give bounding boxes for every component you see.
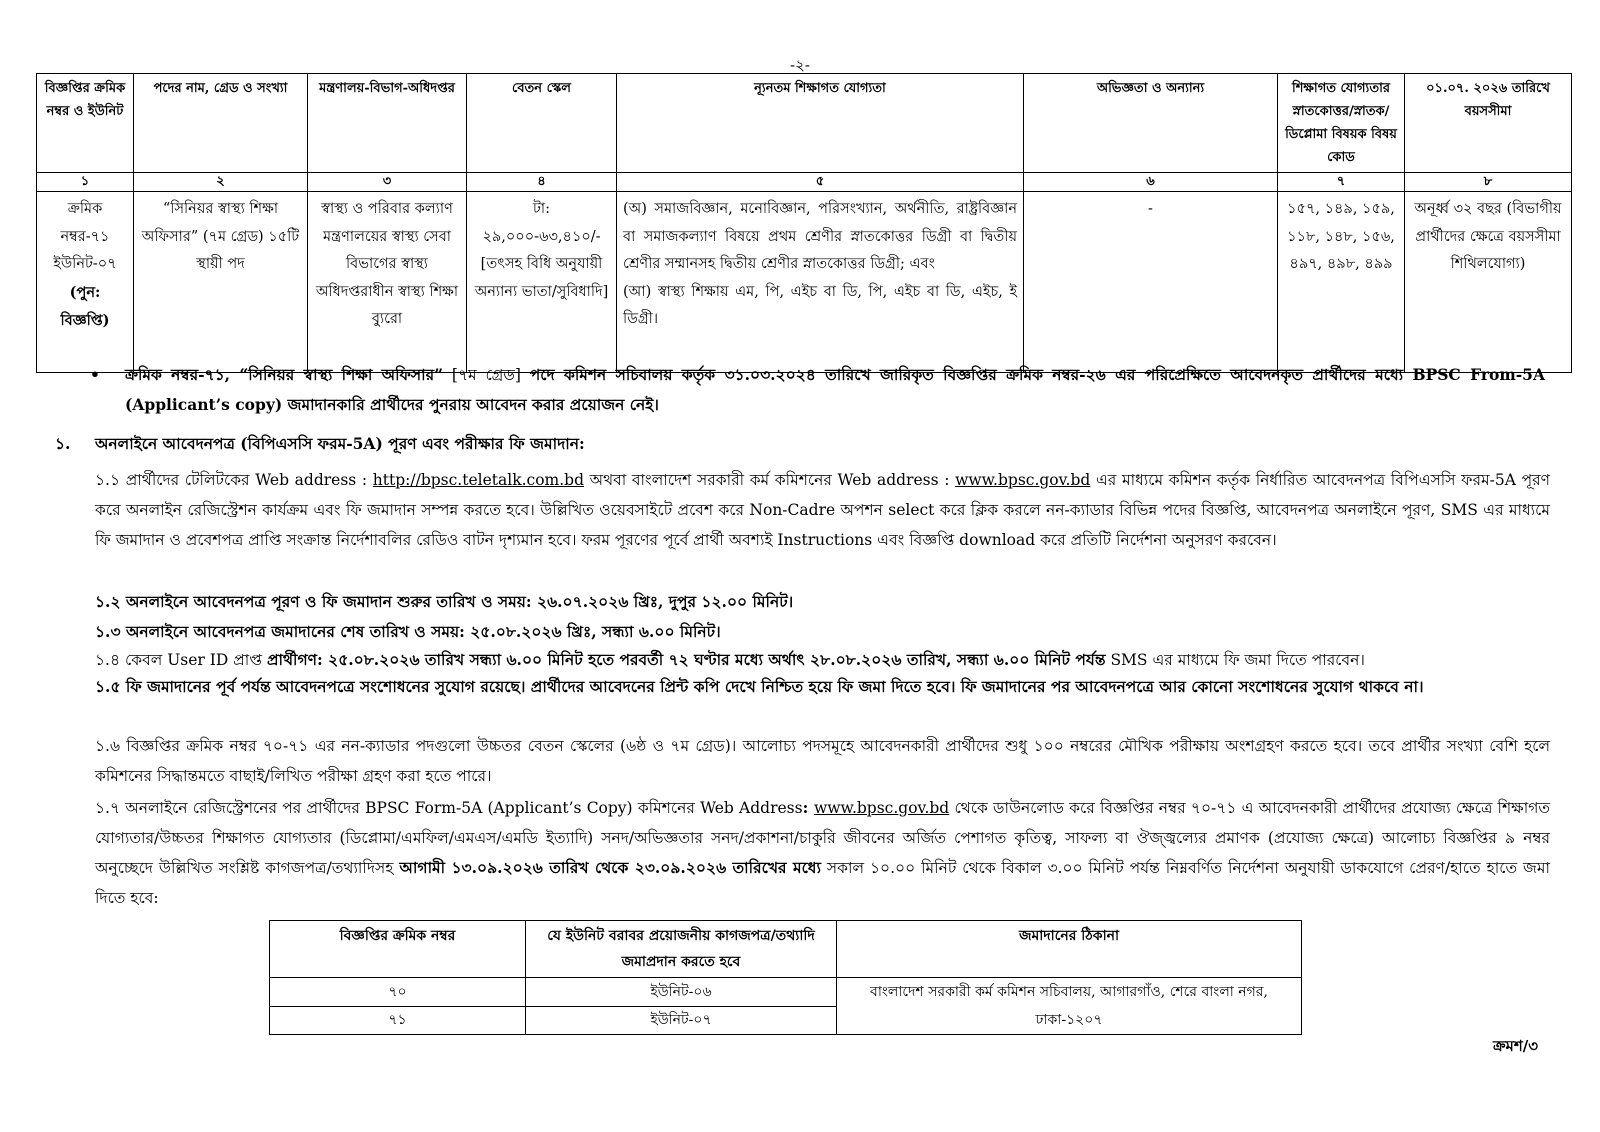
item-text-bold: প্রার্থীগণ: ২৫.০৮.২০২৬ তারিখ সন্ধ্যা ৬.০০ মিনিট হতে পরবর্তী ৭২ ঘণ্টার মধ্যে অর্থাৎ ২৮.০৮.২০২৬ তারিখ, সন্ধ্যা ৬.০০ মিনিট পর্যন্ত xyxy=(266,650,1106,669)
note-text-1: ক্রমিক নম্বর-৭১, “সিনিয়র স্বাস্থ্য শিক্ষা অফিসার” xyxy=(125,365,444,384)
item-text: অথবা বাংলাদেশ সরকারী কর্ম কমিশনের Web address : xyxy=(584,471,956,489)
column-number: ৪ xyxy=(467,173,617,192)
header-subject-code: শিক্ষাগত যোগ্যতার স্নাতকোত্তর/স্নাতক/ ডিপ্লোমা বিষয়ক বিষয় কোড xyxy=(1278,74,1405,173)
item-1-5 xyxy=(95,672,1550,702)
experience-cell: - xyxy=(1024,192,1278,373)
item-1-3 xyxy=(95,617,1550,647)
header-qualification: ন্যূনতম শিক্ষাগত যোগ্যতা xyxy=(617,74,1024,173)
item-1-1 xyxy=(95,465,1550,555)
column-number-row xyxy=(37,173,1572,192)
post-cell: “সিনিয়র স্বাস্থ্য শিক্ষা অফিসার” (৭ম গ্রেড) ১৫টি স্থায়ী পদ xyxy=(134,192,308,373)
item-text: এর মাধ্যমে কমিশন কর্তৃক নির্ধারিত আবেদনপত্র বিপিএসসি ফরম-5A পূরণ করে অনলাইন রেজিস্ট্রেশন কার্যক্রম এবং ফি জমাদান সম্পন্ন করতে হবে। উল্লিখিত ওয়েবসাইটে প্রবেশ করে Non-Cadre অপশন select করে ক্লিক করলে নন-ক্যাডার বিভিন্ন পদের বিজ্ঞপ্তি, আবেদনপত্র অনলাইনে পূরণ, SMS এর মাধ্যমে ফি জমাদান ও প্রবেশপত্র প্রাপ্তি সংক্রান্ত নির্দেশাবলির রেডিও বাটন দৃশ্যমান হবে। ফরম পূরণের পূর্বে প্রার্থী অবশ্যই Instructions এবং বিজ্ঞপ্তি download করে প্রতিটি নির্দেশনা অনুসরণ করবেন। xyxy=(95,471,1550,549)
continuation-marker: ক্রমশ/৩ xyxy=(1493,1037,1538,1055)
header-post: পদের নাম, গ্রেড ও সংখ্যা xyxy=(134,74,308,173)
unit-cell: ইউনিট-০৬ xyxy=(526,978,837,1007)
teletalk-link[interactable]: http://bpsc.teletalk.com.bd xyxy=(372,471,584,489)
table-row xyxy=(37,192,1572,373)
table-row xyxy=(270,978,1302,1007)
header-unit: যে ইউনিট বরাবর প্রয়োজনীয় কাগজপত্র/তথ্যাদি জমাপ্রদান করতে হবে xyxy=(526,921,837,978)
item-text: ফি জমাদানের পূর্ব পর্যন্ত আবেদনপত্রে সংশোধনের সুযোগ রয়েছে। প্রার্থীদের আবেদনের প্রিন্ট কপি দেখে নিশ্চিত হয়ে ফি জমা দিতে হবে। ফি জমাদানের পর আবেদনপত্রে আর কোনো সংশোধনের সুযোগ থাকবে না। xyxy=(120,677,1424,696)
item-number: ১.২ xyxy=(95,592,121,611)
colon: : xyxy=(802,798,814,817)
pay-scale-cell: টা: ২৯,০০০-৬৩,৪১০/- [তৎসহ বিধি অনুযায়ী অন্যান্য ভাতা/সুবিধাদি] xyxy=(467,192,617,373)
item-text: অনলাইনে আবেদনপত্র পূরণ ও ফি জমাদান শুরুর তারিখ ও সময়: ২৬.০৭.২০২৬ খ্রিঃ, দুপুর ১২.০০ মিনিট। xyxy=(120,592,794,611)
serial-cell xyxy=(37,192,134,373)
item-number: ১.৫ xyxy=(95,677,121,696)
item-number: ১.৭ xyxy=(95,799,121,817)
item-text: অনলাইনে রেজিস্ট্রেশনের পর প্রার্থীদের BPSC Form-5A (Applicant’s Copy) কমিশনের Web Address xyxy=(120,799,803,817)
section-number: ১. xyxy=(55,434,71,453)
header-age-limit: ০১.০৭. ২০২৬ তারিখে বয়সসীমা xyxy=(1405,74,1572,173)
note-text-3: পদে কমিশন সচিবালয় কর্তৃক ৩১.০৩.২০২৪ তারিখে জারিকৃত বিজ্ঞপ্তির ক্রমিক নম্বর-২৬ এর পরিপ্রেক্ষিতে আবেদনকৃত প্রার্থীদের মধ্যে BPSC From-5A (Applicant’s copy) জমাদানকারি প্রার্থীদের পুনরায় আবেদন করার প্রয়োজন নেই। xyxy=(125,365,1545,414)
bpsc-link[interactable]: www.bpsc.gov.bd xyxy=(813,799,950,817)
header-serial: বিজ্ঞপ্তির ক্রমিক নম্বর xyxy=(270,921,526,978)
item-1-4 xyxy=(95,645,1550,675)
item-1-7 xyxy=(95,793,1550,913)
section-heading xyxy=(55,432,585,458)
column-number: ৬ xyxy=(1024,173,1278,192)
item-text: প্রার্থীদের টেলিটকের Web address : xyxy=(120,471,373,489)
header-ministry: মন্ত্রণালয়-বিভাগ-অধিদপ্তর xyxy=(308,74,467,173)
column-number: ৭ xyxy=(1278,173,1405,192)
serial-text: ক্রমিক নম্বর-৭১ ইউনিট-০৭ xyxy=(53,201,117,272)
header-serial: বিজ্ঞপ্তির ক্রমিক নম্বর ও ইউনিট xyxy=(37,74,134,173)
column-number: ৫ xyxy=(617,173,1024,192)
page-number: -২- xyxy=(790,56,810,74)
serial-cell: ৭১ xyxy=(270,1006,526,1035)
unit-cell: ইউনিট-০৭ xyxy=(526,1006,837,1035)
item-number: ১.৪ xyxy=(95,651,121,669)
item-text-bold: আগামী ১৩.০৯.২০২৬ তারিখ থেকে ২৩.০৯.২০২৬ তারিখের মধ্যে xyxy=(399,858,821,877)
vacancy-table xyxy=(36,73,1572,373)
header-address: জমাদানের ঠিকানা xyxy=(837,921,1302,978)
column-number: ১ xyxy=(37,173,134,192)
item-text: থেকে ডাউনলোড করে বিজ্ঞপ্তির নম্বর ৭০-৭১ এ আবেদনকারী প্রার্থীদের প্রযোজ্য ক্ষেত্রে শিক্ষাগত যোগ্যতার/উচ্চতর শিক্ষাগত যোগ্যতার (ডিপ্লোমা/এমফিল/এমএস/এমডি ইত্যাদি) সনদ/অভিজ্ঞতার সনদ/প্রকাশনা/চাকুরি জীবনের অর্জিত পেশাগত কৃতিত্ব, সাফল্য বা ঔজ্জ্বল্যের প্রমাণক (প্রযোজ্য ক্ষেত্রে) আলোচ্য বিজ্ঞপ্তির ৯ নম্বর অনুচ্ছেদে উল্লিখিত সংশ্লিষ্ট কাগজপত্র/তথ্যাদিসহ xyxy=(95,799,1550,877)
item-1-6 xyxy=(95,731,1550,791)
section-title: অনলাইনে আবেদনপত্র (বিপিএসসি ফরম-5A) পূরণ এবং পরীক্ষার ফি জমাদান: xyxy=(95,434,585,453)
item-number: ১.১ xyxy=(95,471,121,489)
qualification-cell xyxy=(617,192,1024,373)
header-pay-scale: বেতন স্কেল xyxy=(467,74,617,173)
subject-code-cell: ১৫৭, ১৪৯, ১৫৯, ১১৮, ১৪৮, ১৫৬, ৪৯৭, ৪৯৮, ৪৯৯ xyxy=(1278,192,1405,373)
bpsc-link[interactable]: www.bpsc.gov.bd xyxy=(955,471,1091,489)
item-text: SMS এর মাধ্যমে ফি জমা দিতে পারবেন। xyxy=(1105,651,1365,669)
item-number: ১.৬ xyxy=(95,737,121,755)
column-number: ৮ xyxy=(1405,173,1572,192)
column-number: ৩ xyxy=(308,173,467,192)
item-text: অনলাইনে আবেদনপত্র জমাদানের শেষ তারিখ ও সময়: ২৫.০৮.২০২৬ খ্রিঃ, সন্ধ্যা ৬.০০ মিনিট। xyxy=(120,622,721,641)
serial-cell: ৭০ xyxy=(270,978,526,1007)
table-header-row xyxy=(37,74,1572,173)
table-header-row xyxy=(270,921,1302,978)
item-text: বিজ্ঞপ্তির ক্রমিক নম্বর ৭০-৭১ এর নন-ক্যাডার পদগুলো উচ্চতর বেতন স্কেলের (৬ষ্ঠ ও ৭ম গ্রেড)। আলোচ্য পদসমূহে আবেদনকারী প্রার্থীদের শুধু ১০০ নম্বরের মৌখিক পরীক্ষায় অংশগ্রহণ করতে হবে। তবে প্রার্থীর সংখ্যা বেশি হলে কমিশনের সিদ্ধান্তমতে বাছাই/লিখিত পরীক্ষা গ্রহণ করা হতে পারে। xyxy=(95,737,1550,785)
address-cell: বাংলাদেশ সরকারী কর্ম কমিশন সচিবালয়, আগারগাঁও, শেরে বাংলা নগর, ঢাকা-১২০৭ xyxy=(837,978,1302,1035)
qualification-b: (আ) স্বাস্থ্য শিক্ষায় এম, পি, এইচ বা ডি, পি, এইচ বা ডি, এইচ, ই ডিগ্রী। xyxy=(623,283,1017,327)
item-1-2 xyxy=(95,587,1550,617)
bullet-icon: • xyxy=(90,365,100,384)
item-text: সকাল ১০.০০ মিনিট থেকে বিকাল ৩.০০ মিনিট পর্যন্ত নিম্নবর্ণিত নির্দেশনা অনুযায়ী ডাকযোগে প্রেরণ/হাতে হাতে জমা দিতে হবে: xyxy=(95,859,1550,907)
header-experience: অভিজ্ঞতা ও অন্যান্য xyxy=(1024,74,1278,173)
qualification-a: (অ) সমাজবিজ্ঞান, মনোবিজ্ঞান, পরিসংখ্যান, অর্থনীতি, রাষ্ট্রবিজ্ঞান বা সমাজকল্যাণ বিষয়ে প্রথম শ্রেণীর স্নাতকোত্তর ডিগ্রী বা দ্বিতীয় শ্রেণীর সম্মানসহ দ্বিতীয় শ্রেণীর স্নাতকোত্তর ডিগ্রী; এবং xyxy=(623,201,1017,272)
item-text: কেবল User ID প্রাপ্ত xyxy=(120,651,267,669)
bullet-note xyxy=(90,360,1545,420)
re-advertisement-label: (পুন: বিজ্ঞপ্তি) xyxy=(60,283,110,329)
note-text-2: [৭ম গ্রেড] xyxy=(443,366,530,384)
item-number: ১.৩ xyxy=(95,622,121,641)
ministry-cell: স্বাস্থ্য ও পরিবার কল্যাণ মন্ত্রণালয়ের স্বাস্থ্য সেবা বিভাগের স্বাস্থ্য অধিদপ্তরাধীন স্বাস্থ্য শিক্ষা ব্যুরো xyxy=(308,192,467,373)
age-limit-cell: অনূর্ধ্ব ৩২ বছর (বিভাগীয় প্রার্থীদের ক্ষেত্রে বয়সসীমা শিথিলযোগ্য) xyxy=(1405,192,1572,373)
column-number: ২ xyxy=(134,173,308,192)
submission-table xyxy=(269,920,1302,1035)
